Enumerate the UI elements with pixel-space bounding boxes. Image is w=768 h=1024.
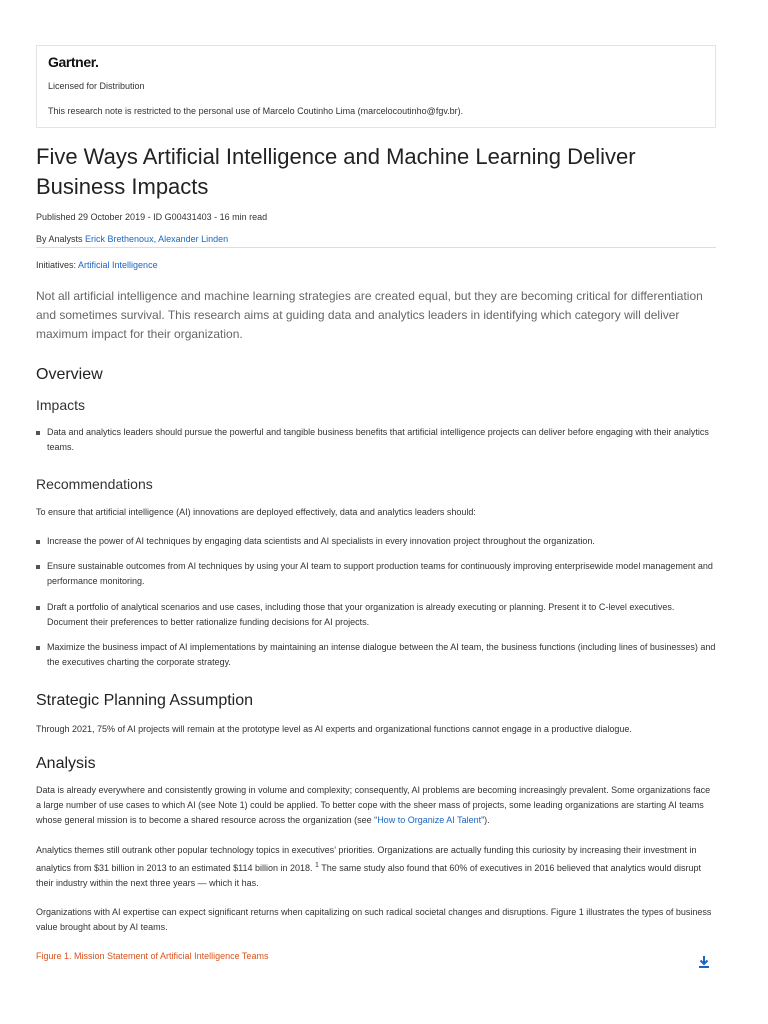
published-line: Published 29 October 2019 - ID G00431403 - 16 min read (36, 212, 268, 222)
figure-caption: Figure 1. Mission Statement of Artificial Intelligence Teams (36, 951, 269, 961)
analysis-p2-end: The same study also found that 60% of executives in 2016 believed that analytics would disrupt their industry within the next three years — which it has. (36, 863, 701, 888)
analysis-p1-text: Data is already everywhere and consistently growing in volume and complexity; consequently, AI problems are becoming increasingly prevalent. Some organizations face a large number of use cases to which AI (see Note 1) could be applied. To better cope with the sheer mass of projects, some leading organizations are starting AI teams whose general mission is to become a shared resource across the organization (see “ (36, 785, 711, 825)
recommendation-item (36, 559, 716, 589)
recommendation-item (36, 640, 716, 670)
initiatives-prefix: Initiatives: (36, 260, 79, 270)
bullet-icon (36, 431, 40, 435)
analysis-heading: Analysis (36, 755, 96, 772)
recommendation-text: Maximize the business impact of AI implementations by maintaining an intense dialogue between the AI team, the business functions (including lines of businesses) and the executives charting the corporate strategy. (47, 642, 716, 667)
download-icon[interactable] (697, 955, 711, 969)
analysis-paragraph-3: Organizations with AI expertise can expect significant returns when capitalizing on such radical societal changes and disruptions. Figure 1 illustrates the types of business value brought about by AI teams. (36, 907, 712, 932)
organize-ai-talent-link[interactable]: How to Organize AI Talent (377, 815, 482, 825)
recommendation-text: Ensure sustainable outcomes from AI techniques by using your AI team to support production teams for continuously improving enterprisewide model management and performance monitoring. (47, 561, 713, 586)
page-title: Five Ways Artificial Intelligence and Machine Learning Deliver Business Impacts (36, 144, 636, 199)
recommendation-text: Draft a portfolio of analytical scenarios and use cases, including those that your organization is already executing or planning. Present it to C-level executives. Document their preferences to better rationalize funding decisions for AI projects. (47, 602, 675, 627)
summary: Not all artificial intelligence and machine learning strategies are created equal, but they are becoming critical for differentiation and sometimes survival. This research aims at guiding data and analytics leaders in identifying which category will deliver maximum impact for their organization. (36, 289, 703, 341)
initiatives-line (36, 260, 158, 270)
recommendation-item (36, 600, 716, 630)
divider (36, 247, 716, 248)
recommendation-text: Increase the power of AI techniques by engaging data scientists and AI specialists in every innovation project throughout the organization. (47, 536, 595, 546)
recommendations-heading: Recommendations (36, 476, 153, 492)
analysis-p1-end: ”). (481, 815, 490, 825)
recommendations-intro: To ensure that artificial intelligence (AI) innovations are deployed effectively, data and analytics leaders should: (36, 507, 476, 517)
initiative-link[interactable]: Artificial Intelligence (78, 260, 158, 270)
bullet-icon (36, 540, 40, 544)
analysis-paragraph-2 (36, 843, 716, 891)
analysis-paragraph-1 (36, 783, 716, 828)
bullet-icon (36, 565, 40, 569)
spa-heading: Strategic Planning Assumption (36, 692, 254, 709)
impacts-heading: Impacts (36, 397, 86, 413)
license-box (36, 45, 716, 128)
recommendation-item (36, 534, 716, 549)
bullet-icon (36, 646, 40, 650)
analysis-p2-text: Analytics themes still outrank other popular technology topics in executives’ priorities. Organizations are actually funding this curiosity by increasing their investment in analytics from $31 billion in 2013 to an estimated $114 billion in 2018. (36, 845, 697, 873)
gartner-logo: Gartner. (48, 54, 99, 70)
impact-item (36, 425, 716, 455)
licensed-text: Licensed for Distribution (48, 81, 145, 91)
restriction-text: This research note is restricted to the personal use of Marcelo Coutinho Lima (marcelocoutinho@fgv.br). (48, 106, 464, 116)
impact-text: Data and analytics leaders should pursue the powerful and tangible business benefits that artificial intelligence projects can deliver before engaging with their analytics teams. (47, 427, 709, 452)
analysts-prefix: By Analysts (36, 234, 86, 244)
overview-heading: Overview (36, 366, 103, 383)
footnote-ref[interactable]: 1 (315, 862, 319, 869)
spa-text: Through 2021, 75% of AI projects will remain at the prototype level as AI experts and organizational functions cannot engage in a productive dialogue. (36, 724, 632, 734)
bullet-icon (36, 606, 40, 610)
analysts-line (36, 234, 228, 244)
analysts-link[interactable]: Erick Brethenoux, Alexander Linden (85, 234, 229, 244)
